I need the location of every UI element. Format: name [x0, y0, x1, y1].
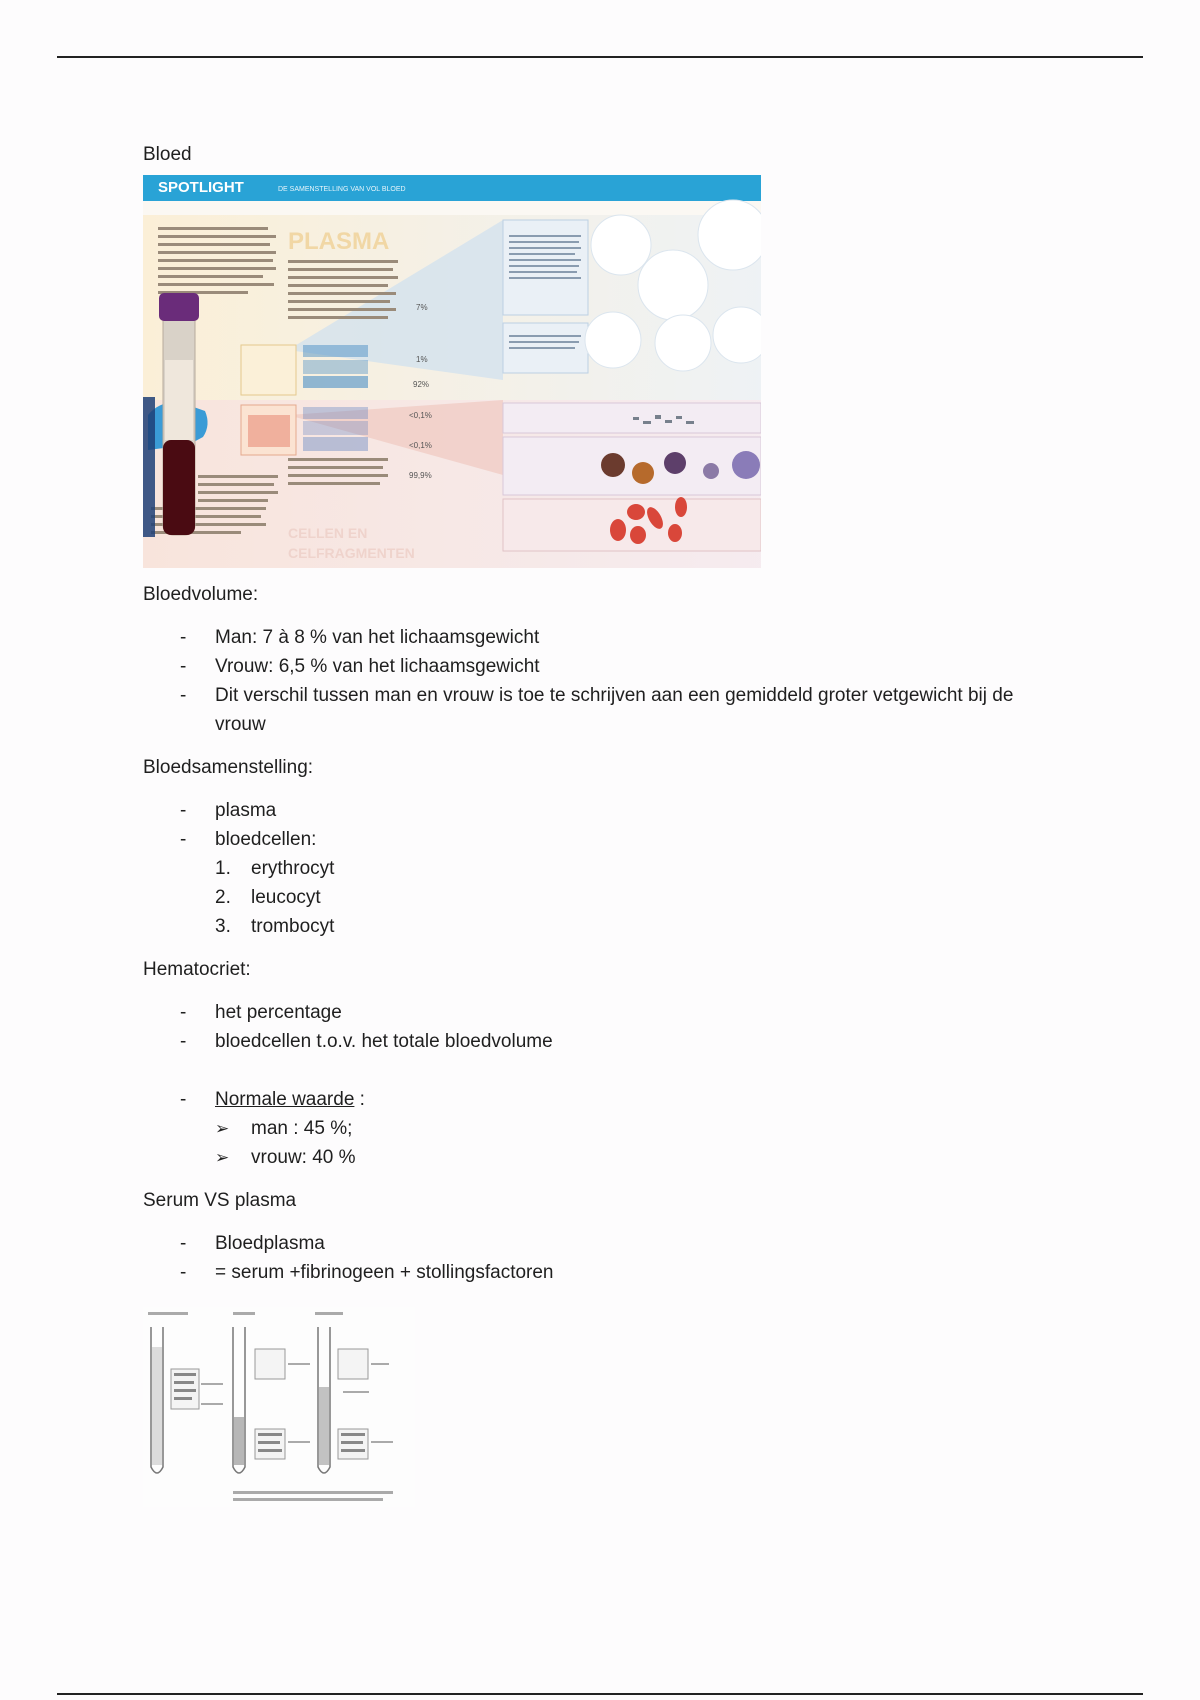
cells-label-line1: CELLEN EN	[288, 525, 368, 541]
list-item: - Bloedplasma	[180, 1233, 325, 1254]
bloedvolume-heading: Bloedvolume:	[143, 584, 259, 605]
list-item: - het percentage	[180, 1002, 342, 1023]
plasma-label: PLASMA	[288, 228, 390, 255]
pct-water: 92%	[413, 380, 430, 389]
hematocriet-list	[143, 998, 1063, 1114]
arrow-bullet-icon: ➢	[215, 1119, 230, 1138]
pct-platelets: <0,1%	[409, 411, 432, 420]
bloedcellen-numbered-list	[143, 854, 1063, 941]
samenstelling-list	[143, 796, 1063, 854]
blood-composition-figure	[143, 175, 761, 568]
list-item: - plasma	[180, 800, 277, 821]
normale-waarde-label: Normale waarde	[215, 1089, 355, 1110]
arrow-bullet-icon: ➢	[215, 1148, 230, 1167]
pct-other: 1%	[416, 355, 428, 364]
test-tubes-figure	[143, 1307, 415, 1507]
serum-heading: Serum VS plasma	[143, 1190, 297, 1211]
list-item: 2. leucocyt	[215, 887, 321, 908]
document-body	[143, 140, 1063, 1507]
section-title: Bloed	[143, 144, 192, 165]
list-item: ➢ man : 45 %;	[143, 1114, 1063, 1143]
serum-list	[143, 1229, 1063, 1287]
list-item: 1. erythrocyt	[215, 858, 335, 879]
list-item: ➢ vrouw: 40 %	[143, 1143, 1063, 1172]
hematocriet-heading: Hematocriet:	[143, 959, 251, 980]
list-item: - Dit verschil tussen man en vrouw is toe te schrijven aan een gemiddeld groter vetgewicht bij de vrouw	[180, 685, 1014, 735]
bloedvolume-list	[143, 623, 1063, 739]
list-item: - Man: 7 à 8 % van het lichaamsgewicht	[180, 627, 540, 648]
cells-label-line2: CELFRAGMENTEN	[288, 545, 415, 561]
pct-leukocytes: <0,1%	[409, 441, 432, 450]
list-item: - Vrouw: 6,5 % van het lichaamsgewicht	[180, 656, 540, 677]
list-item: - bloedcellen t.o.v. het totale bloedvolume	[180, 1031, 553, 1052]
list-item: - bloedcellen:	[180, 829, 317, 850]
list-item: - = serum +fibrinogeen + stollingsfactoren	[180, 1262, 554, 1283]
pct-erythrocytes: 99,9%	[409, 471, 432, 480]
footer-rule	[57, 1693, 1143, 1695]
pct-proteins: 7%	[416, 303, 428, 312]
spotlight-brand: SPOTLIGHT	[158, 179, 244, 196]
list-item: 3. trombocyt	[215, 916, 335, 937]
spotlight-caption: DE SAMENSTELLING VAN VOL BLOED	[278, 186, 406, 193]
list-item: - Normale waarde :	[180, 1089, 365, 1110]
header-rule	[57, 56, 1143, 58]
tube-cap	[159, 293, 199, 321]
samenstelling-heading: Bloedsamenstelling:	[143, 757, 314, 778]
